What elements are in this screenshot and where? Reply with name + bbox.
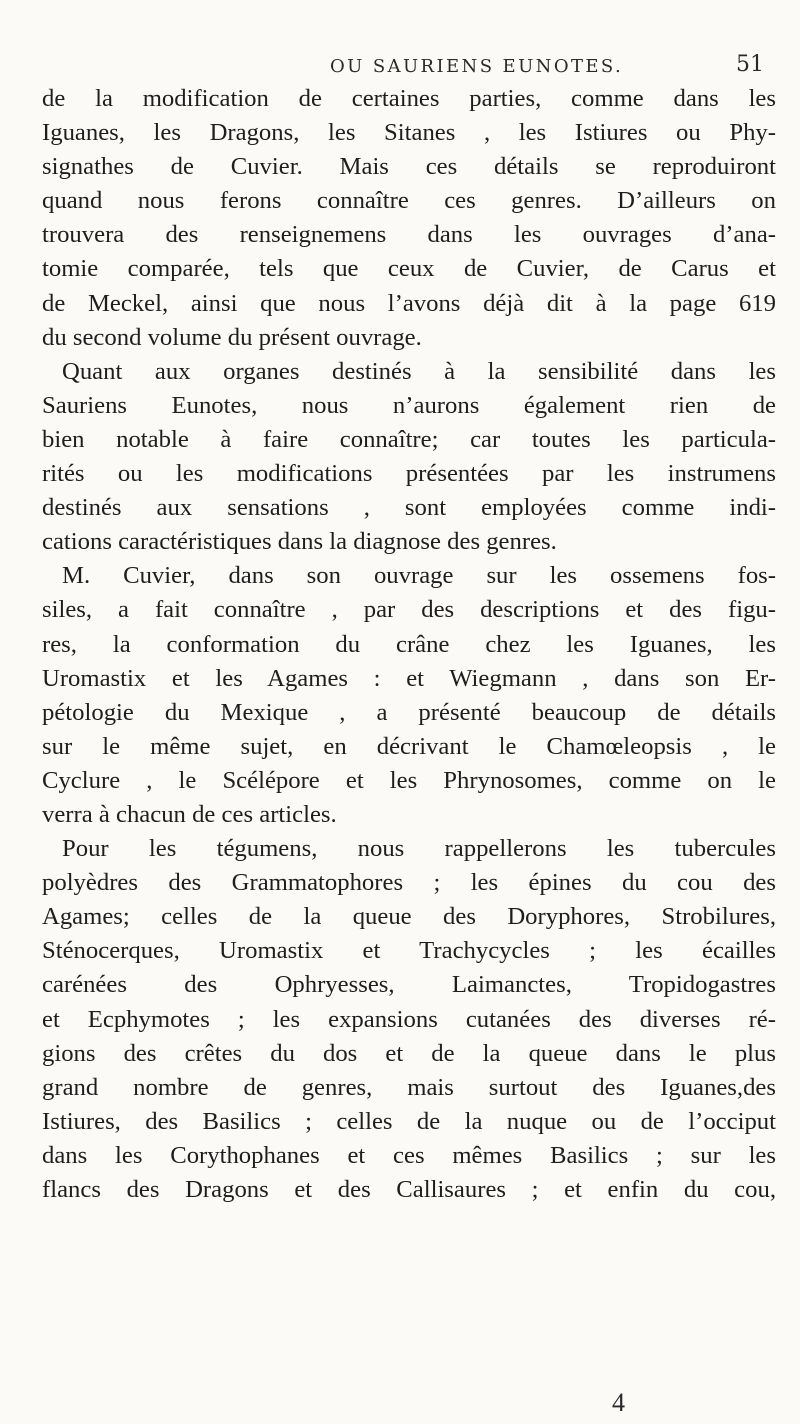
text-line: tomie comparée, tels que ceux de Cuvier, de Carus et [42,255,776,283]
text-line: Agames; celles de la queue des Doryphores, Strobilures, [42,903,776,931]
text-line: pétologie du Mexique , a présenté beaucoup de détails [42,698,776,726]
signature-mark: 4 [612,1388,625,1417]
text-line: Sauriens Eunotes, nous n’aurons également rien de [42,391,776,419]
text-line: sur le même sujet, en décrivant le Chamœleopsis , le [42,732,776,760]
text-line: et Ecphymotes ; les expansions cutanées des diverses ré- [42,1005,776,1033]
text-line: du second volume du présent ouvrage. [42,323,422,351]
text-line: signathes de Cuvier. Mais ces détails se reproduiront [42,153,776,181]
text-line: rités ou les modifications présentées par les instrumens [42,460,776,488]
text-line: Pour les tégumens, nous rappellerons les tubercules [62,835,776,863]
text-line: quand nous ferons connaître ces genres. D’ailleurs on [42,187,776,215]
text-line: verra à chacun de ces articles. [42,800,337,828]
text-line: destinés aux sensations , sont employées comme indi- [42,494,776,522]
text-line: de la modification de certaines parties, comme dans les [42,85,776,112]
text-line: de Meckel, ainsi que nous l’avons déjà dit à la page 619 [42,289,776,317]
text-line: M. Cuvier, dans son ouvrage sur les ossemens fos- [62,562,776,590]
text-line: carénées des Ophryesses, Laimanctes, Tropidogastres [42,971,776,999]
text-line: res, la conformation du crâne chez les Iguanes, les [42,630,776,658]
text-line: dans les Corythophanes et ces mêmes Basilics ; sur les [42,1141,776,1169]
text-line: Cyclure , le Scélépore et les Phrynosomes, comme on le [42,766,776,794]
body-text [42,82,776,1207]
text-line: Istiures, des Basilics ; celles de la nuque ou de l’occiput [42,1107,776,1135]
page-number: 51 [736,52,764,77]
text-line: Quant aux organes destinés à la sensibilité dans les [62,357,776,385]
text-line: siles, a fait connaître , par des descriptions et des figu- [42,596,776,624]
text-line: trouvera des renseignemens dans les ouvrages d’ana- [42,221,776,249]
text-line: bien notable à faire connaître; car toutes les particula- [42,425,776,453]
running-head: OU SAURIENS EUNOTES. [330,56,624,77]
text-line: Sténocerques, Uromastix et Trachycycles ; les écailles [42,937,776,965]
text-line: polyèdres des Grammatophores ; les épines du cou des [42,869,776,897]
text-line: flancs des Dragons et des Callisaures ; et enfin du cou, [42,1176,776,1203]
text-line: grand nombre de genres, mais surtout des Iguanes,des [42,1073,776,1101]
text-line: cations caractéristiques dans la diagnose des genres. [42,528,557,556]
text-line: Iguanes, les Dragons, les Sitanes , les Istiures ou Phy- [42,119,776,147]
text-line: Uromastix et les Agames : et Wiegmann , dans son Er- [42,664,776,692]
text-line: gions des crêtes du dos et de la queue dans le plus [42,1039,776,1067]
